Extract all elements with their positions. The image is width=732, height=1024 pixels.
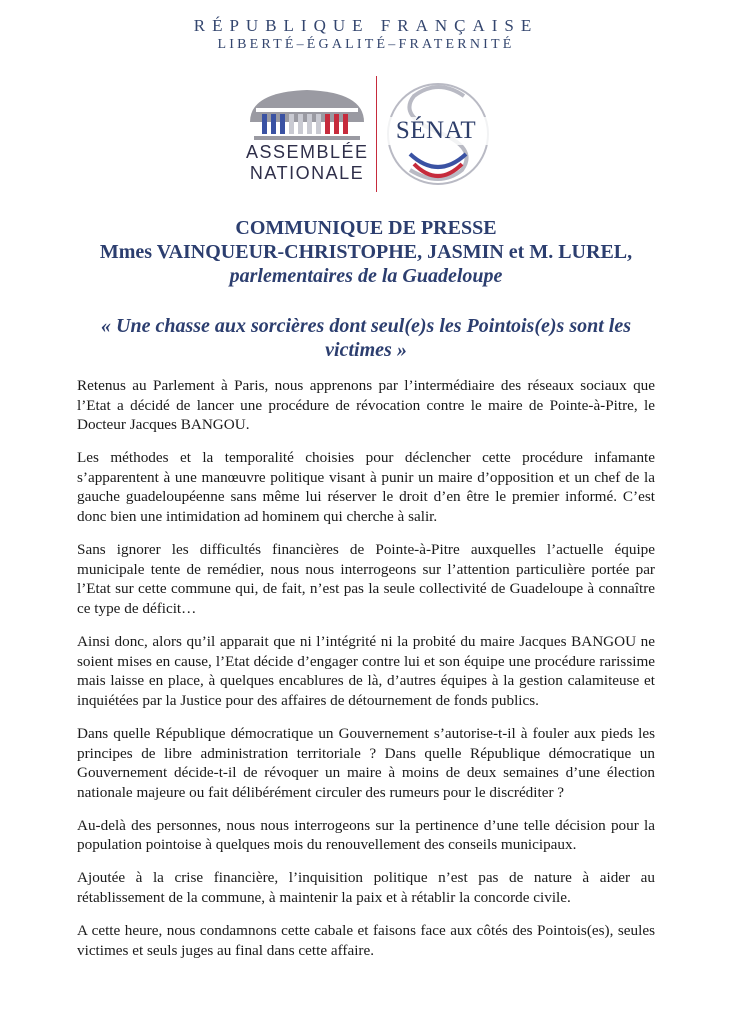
senat-text: SÉNAT [380,117,492,145]
body-text [77,376,655,974]
logos-block [246,76,496,194]
header-republique: RÉPUBLIQUE FRANÇAISE [193,16,539,35]
paragraph: Au-delà des personnes, nous nous interrogeons sur la pertinence d’une telle décision pour la population pointoise à quelques mois du renouvellement des conseils municipaux. [77,816,655,854]
paragraph: Ainsi donc, alors qu’il apparait que ni l’intégrité ni la probité du maire Jacques BANGOU ne soient mises en cause, l’Etat décide d’engager contre lui et son équipe une procédure rarissime mais laisse en place, à quelques encablures de là, d’autres équipes à la gestion calamiteuse et inquiétées par la Justice pour des affaires de détournement de fonds publics. [77,633,655,709]
paragraph: Sans ignorer les difficultés financières de Pointe-à-Pitre auxquelles l’actuelle équipe municipale tente de remédier, nous nous interrogeons sur l’attention particulière portée par l’Etat sur cette commune qui, de fait, n’est pas la seule collectivité de Guadeloupe à connaître ce type de déficit… [77,541,655,617]
paragraph: Les méthodes et la temporalité choisies pour déclencher cette procédure infamante s’apparentent à une manœuvre politique visant à punir un maire d’opposition et un chef de la gauche guadeloupéenne sans même lui réserver le droit d’en être le premier informé. C’est donc bien une intimidation ad hominem qui cherche à salir. [77,449,655,526]
paragraph: Retenus au Parlement à Paris, nous apprenons par l’intermédiaire des réseaux sociaux que l’Etat a décidé de lancer une procédure de révocation contre le maire de Pointe-à-Pitre, le Docteur Jacques BANGOU. [77,377,655,434]
paragraph: Ajoutée à la crise financière, l’inquisition politique n’est pas de nature à aider au rétablissement de la commune, à maintenir la paix et à rétablir la concorde civile. [77,869,655,907]
assemblee-text-line2: NATIONALE [249,163,365,183]
title-line1: COMMUNIQUE DE PRESSE [235,217,497,239]
header-devise: LIBERTÉ–ÉGALITÉ–FRATERNITÉ [217,37,515,52]
press-release-title [0,216,732,288]
quote-headline: « Une chasse aux sorcières dont seul(e)s les Pointois(e)s sont les victimes » [101,315,631,361]
paragraph: Dans quelle République démocratique un Gouvernement s’autorise-t-il à fouler aux pieds les principes de libre administration territoriale ? Dans quelle République démocratique un Gouvernement décide-t-il de révoquer un maire à moins de deux semaines d’une élection nationale majeure ou fait délibérément circuler des rumeurs pour le discréditer ? [77,724,655,801]
title-line2: Mmes VAINQUEUR-CHRISTOPHE, JASMIN et M. LUREL, [99,241,633,263]
senat-blue-arc-icon [410,154,466,167]
title-line3: parlementaires de la Guadeloupe [229,265,503,287]
assemblee-text-line1: ASSEMBLÉE [246,142,369,162]
paragraph: A cette heure, nous condamnons cette cabale et faisons face aux côtés des Pointois(es), seules victimes et seuls juges au final dans cette affaire. [77,922,655,959]
logo-divider [376,76,377,192]
